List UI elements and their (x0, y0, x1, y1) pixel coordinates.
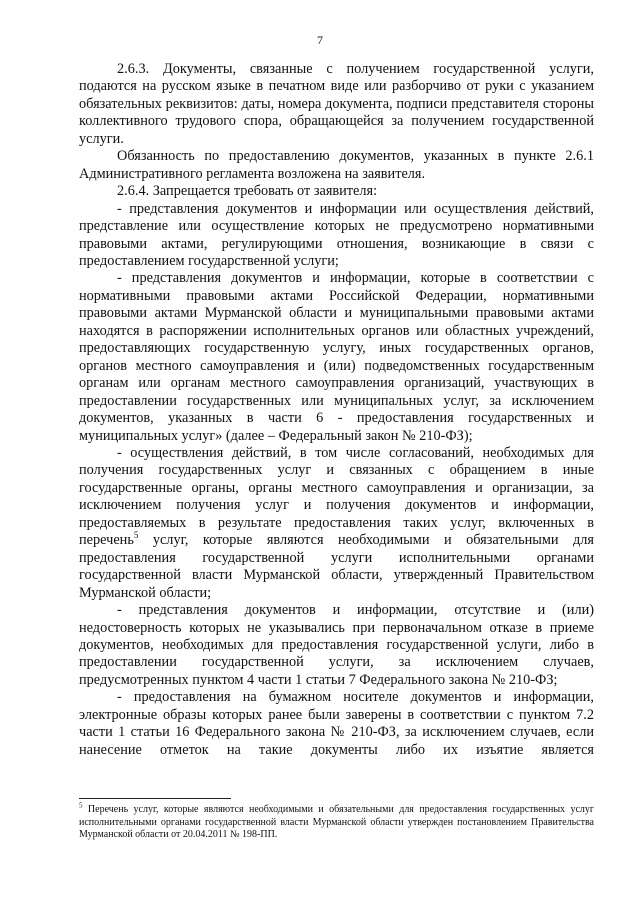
list-item-regulatory-acts: - представления документов и информации или осуществления действий, представление или осуществление которых не предусмотрено нормативными правовыми актами, регулирующими отношения, возникающие в связи с предоставлением государственной услуги; (79, 200, 594, 269)
paragraph-obligation: Обязанность по предоставлению документов, указанных в пункте 2.6.1 Административного регламента возложена на заявителя. (79, 148, 594, 182)
list-item-actions-approvals (79, 445, 594, 602)
list-item-text-continued: услуг, которые являются необходимыми и обязательными для предоставления государственной услуги исполнительными органами государственной власти Мурманской области, утвержденный Правительством Мурманской области; (79, 532, 594, 601)
list-item-documents-in-possession: - представления документов и информации, которые в соответствии с нормативными правовыми актами Российской Федерации, нормативными правовыми актами Мурманской области и муниципальными правовыми актами находятся в распоряжении исполнительных органов или областных учреждений, предоставляющих государственную услугу, иных государственных органов, органов местного самоуправления и (или) подведомственных государственным органам или органам местного самоуправления организаций, участвующих в предоставлении государственных или муниципальных услуг, за исключением документов, указанных в части 6 - предоставления государственных и муниципальных услуг» (далее – Федеральный закон № 210-ФЗ); (79, 270, 594, 444)
page-number: 7 (317, 33, 323, 47)
list-item-text: - осуществления действий, в том числе согласований, необходимых для получения государственных услуг и связанных с обращением в иные государственные органы, органы местного самоуправления и организации, за исключением получения услуг и получения документов и информации, предоставляемых в результате предоставления таких услуг, включенных в перечень (79, 444, 594, 549)
footnote-reference: 5 (133, 530, 139, 541)
footnote-mark: 5 (79, 801, 83, 810)
footnote-text: Перечень услуг, которые являются необходимыми и обязательными для предоставления государственных услуг исполнительными органами государственной власти Мурманской области утвержден постановлением Правительства Мурманской области от 20.04.2011 № 198-ПП. (79, 804, 594, 841)
paragraph-2-6-4-heading: 2.6.4. Запрещается требовать от заявителя: (117, 183, 378, 200)
list-item-missing-documents: - представления документов и информации, отсутствие и (или) недостоверность которых не указывались при первоначальном отказе в приеме документов, необходимых для предоставления государственной услуги, либо в предоставлении государственной услуги, за исключением случаев, предусмотренных пунктом 4 части 1 статьи 7 Федерального закона № 210-ФЗ; (79, 602, 594, 688)
footnote (79, 801, 594, 842)
document-body (79, 61, 594, 759)
paragraph-2-6-3: 2.6.3. Документы, связанные с получением государственной услуги, подаются на русском языке в печатном виде или разборчиво от руки с указанием обязательных реквизитов: даты, номера документа, подписи представителя стороны коллективного трудового спора, обращающейся за получением государственной услуги. (79, 61, 594, 147)
footnote-separator (79, 798, 231, 799)
list-item-paper-documents: - предоставления на бумажном носителе документов и информации, электронные образы которых ранее были заверены в соответствии с пунктом 7.2 части 1 статьи 16 Федерального закона № 210-ФЗ, за исключением случаев, если нанесение отметок на такие документы либо их изъятие является (79, 689, 594, 758)
